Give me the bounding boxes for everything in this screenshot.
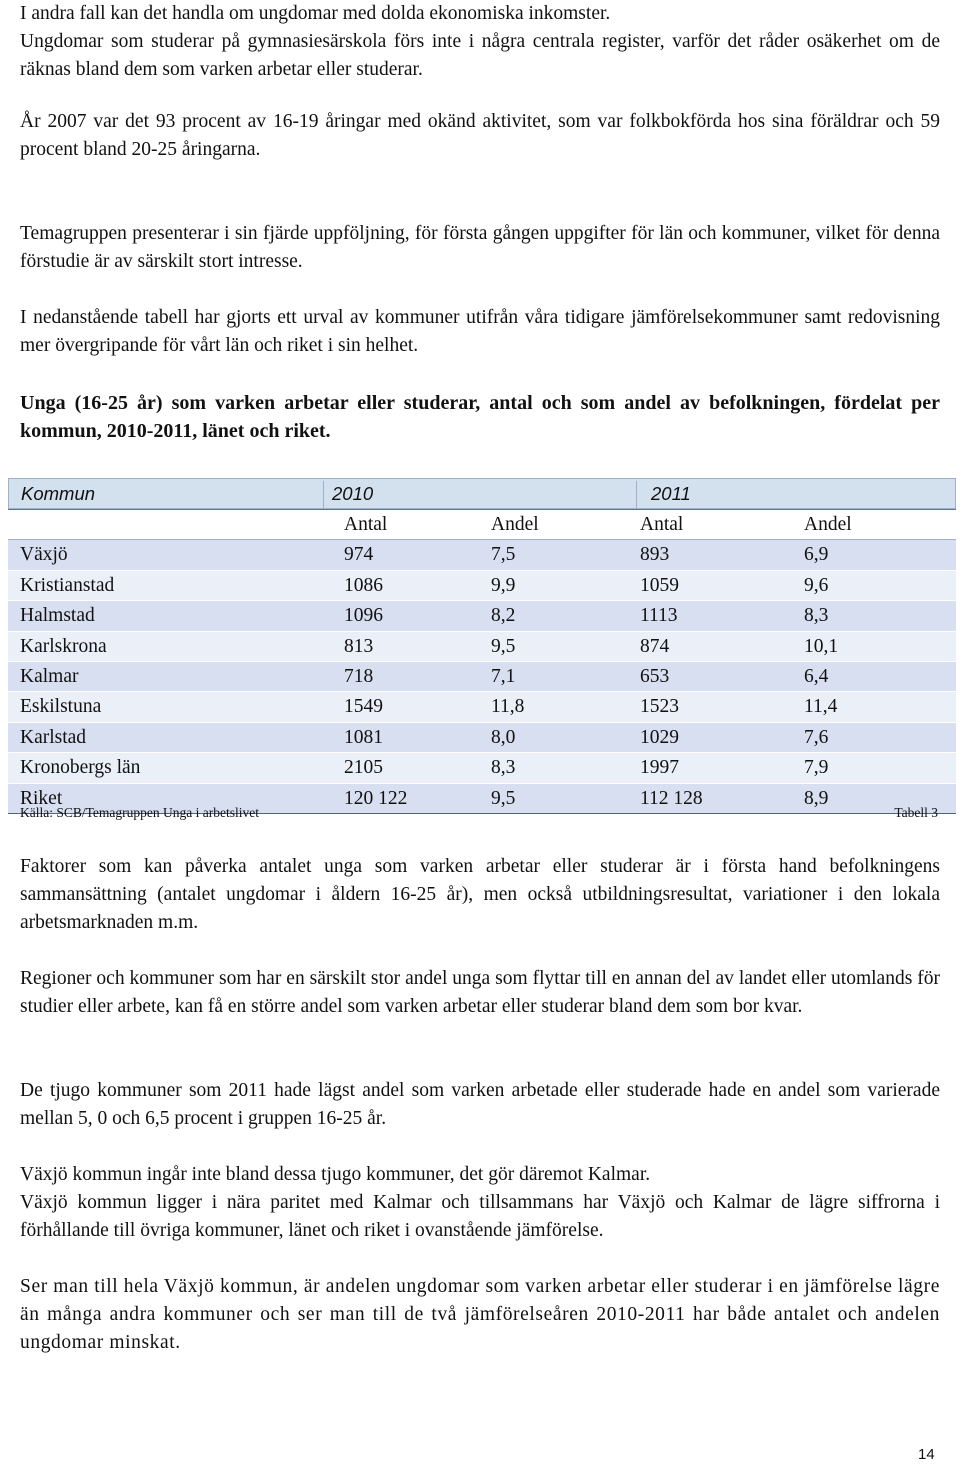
cell-andel-2011: 10,1 [804, 635, 839, 657]
table-row [8, 723, 956, 753]
table-row [8, 571, 956, 601]
subheader-andel-2010: Andel [491, 514, 539, 535]
cell-antal-2010: 813 [344, 635, 374, 657]
page-number: 14 [918, 1446, 935, 1463]
cell-antal-2010: 1081 [344, 726, 383, 748]
paragraph-1 [20, 0, 940, 84]
subheader-antal-2010: Antal [344, 514, 388, 535]
cell-kommun: Kronobergs län [20, 757, 141, 779]
cell-andel-2010: 8,2 [491, 605, 516, 627]
table-row [8, 632, 956, 662]
cell-antal-2010: 1096 [344, 605, 383, 627]
cell-andel-2010: 8,0 [491, 726, 516, 748]
cell-andel-2010: 9,5 [491, 787, 516, 809]
cell-andel-2011: 6,4 [804, 665, 829, 687]
paragraph-4: I nedanstående tabell har gjorts ett urval av kommuner utifrån våra tidigare jämförelsekommuner samt redovisning mer övergripande för vårt län och riket i sin helhet. [20, 307, 940, 356]
cell-andel-2010: 7,5 [491, 544, 516, 566]
cell-antal-2010: 1086 [344, 574, 383, 596]
table-subheader-row [8, 509, 956, 540]
cell-andel-2011: 8,9 [804, 787, 829, 809]
table-row [8, 692, 956, 722]
header-divider [323, 481, 324, 509]
cell-kommun: Karlskrona [20, 635, 107, 657]
paragraph-9: Ser man till hela Växjö kommun, är andelen ungdomar som varken arbetar eller studerar i en jämförelse lägre än många andra kommuner och ser man till de två jämförelseåren 2010-2011 har både antalet och andelen ungdomar minskat. [20, 1276, 940, 1353]
cell-andel-2010: 8,3 [491, 757, 516, 779]
cell-andel-2010: 9,5 [491, 635, 516, 657]
table-caption: Tabell 3 [894, 805, 938, 820]
cell-kommun: Växjö [20, 544, 68, 566]
header-divider [636, 481, 637, 509]
cell-kommun: Halmstad [20, 605, 95, 627]
table-body [8, 540, 956, 814]
cell-andel-2011: 11,4 [804, 696, 838, 718]
paragraph-8-rest: Växjö kommun ligger i nära paritet med Kalmar och tillsammans har Växjö och Kalmar de lägre siffrorna i förhållande till övriga kommuner, länet och riket i ovanstående jämförelse. [20, 1192, 940, 1241]
cell-antal-2011: 1523 [640, 696, 679, 718]
table-heading: Unga (16-25 år) som varken arbetar eller studerar, antal och som andel av befolkningen, fördelat per kommun, 2010-2011, länet och riket. [20, 392, 940, 442]
cell-antal-2010: 718 [344, 665, 374, 687]
cell-antal-2010: 2105 [344, 757, 383, 779]
cell-antal-2010: 120 122 [344, 787, 408, 809]
cell-andel-2010: 9,9 [491, 574, 516, 596]
table-row [8, 540, 956, 570]
cell-kommun: Eskilstuna [20, 696, 102, 718]
cell-kommun: Karlstad [20, 726, 87, 748]
cell-antal-2011: 112 128 [640, 787, 703, 809]
paragraph-1-rest: Ungdomar som studerar på gymnasiesärskola förs inte i några centrala register, varför det råder osäkerhet om de räknas bland dem som varken arbetar eller studerar. [20, 31, 940, 80]
paragraph-7: De tjugo kommuner som 2011 hade lägst andel som varken arbetade eller studerade hade en andel som varierade mellan 5, 0 och 6,5 procent i gruppen 16-25 år. [20, 1080, 940, 1129]
paragraph-1-line1: I andra fall kan det handla om ungdomar med dolda ekonomiska inkomster. [20, 3, 611, 24]
cell-antal-2011: 653 [640, 665, 670, 687]
cell-andel-2011: 8,3 [804, 605, 829, 627]
paragraph-5: Faktorer som kan påverka antalet unga som varken arbetar eller studerar är i första hand befolkningens sammansättning (antalet ungdomar i åldern 16-25 år), men också utbildningsresultat, variationer i den lokala arbetsmarknaden m.m. [20, 856, 940, 933]
subheader-andel-2011: Andel [804, 514, 852, 535]
cell-andel-2011: 7,6 [804, 726, 829, 748]
cell-antal-2011: 1029 [640, 726, 679, 748]
cell-antal-2011: 1059 [640, 574, 679, 596]
cell-andel-2010: 11,8 [491, 696, 525, 718]
table-source-line [20, 803, 940, 823]
statistics-table [8, 478, 956, 814]
paragraph-8-line1: Växjö kommun ingår inte bland dessa tjugo kommuner, det gör däremot Kalmar. [20, 1164, 651, 1185]
cell-andel-2011: 6,9 [804, 544, 829, 566]
header-kommun: Kommun [21, 483, 96, 504]
cell-andel-2010: 7,1 [491, 665, 516, 687]
cell-kommun: Kalmar [20, 665, 79, 687]
paragraph-6: Regioner och kommuner som har en särskilt stor andel unga som flyttar till en annan del av landet eller utomlands för studier eller arbete, kan få en större andel som varken arbetar eller studerar bland dem som bor kvar. [20, 968, 940, 1017]
paragraph-3: Temagruppen presenterar i sin fjärde uppföljning, för första gången uppgifter för län och kommuner, vilket för denna förstudie är av särskilt stort intresse. [20, 223, 940, 272]
table-header-row [8, 478, 956, 509]
cell-antal-2011: 1997 [640, 757, 679, 779]
cell-antal-2011: 874 [640, 635, 670, 657]
cell-kommun: Riket [20, 787, 63, 809]
cell-antal-2010: 974 [344, 544, 374, 566]
table-row [8, 753, 956, 783]
cell-antal-2011: 1113 [640, 605, 678, 627]
table-row [8, 662, 956, 692]
table-row [8, 601, 956, 631]
table-source: Källa: SCB/Temagruppen Unga i arbetslivet [20, 805, 259, 820]
cell-andel-2011: 9,6 [804, 574, 829, 596]
paragraph-8 [20, 1161, 940, 1245]
subheader-antal-2011: Antal [640, 514, 684, 535]
cell-antal-2010: 1549 [344, 696, 383, 718]
cell-antal-2011: 893 [640, 544, 670, 566]
paragraph-2: År 2007 var det 93 procent av 16-19 åringar med okänd aktivitet, som var folkbokförda hos sina föräldrar och 59 procent bland 20-25 åringarna. [20, 111, 940, 160]
cell-kommun: Kristianstad [20, 574, 115, 596]
header-year-2010: 2010 [332, 483, 374, 504]
cell-andel-2011: 7,9 [804, 757, 829, 779]
header-year-2011: 2011 [651, 483, 691, 504]
